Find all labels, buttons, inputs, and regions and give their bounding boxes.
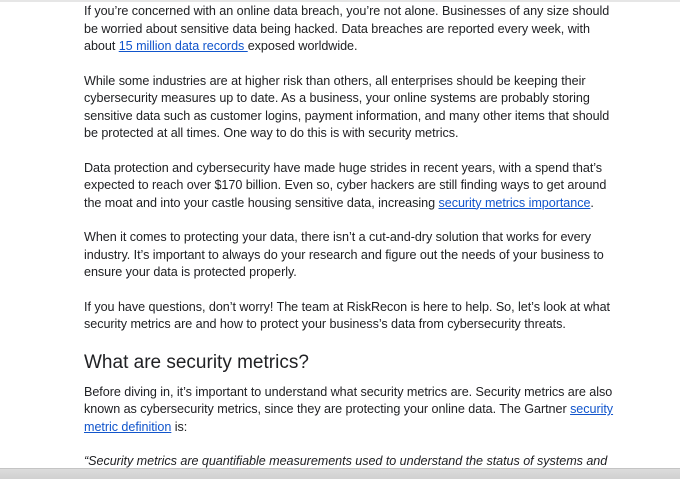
paragraph-text: Data protection and cybersecurity have made huge strides in recent years, with a spend that’s expected to reach over $170 billion. Even so, cyber hackers are still finding ways to get around the moat and into your castle housing sensitive data, increasing — [84, 160, 607, 210]
paragraph-data-protection — [84, 160, 614, 213]
paragraph-text: is: — [171, 419, 188, 434]
paragraph-industries: While some industries are at higher risk than others, all enterprises should be keeping their cybersecurity measures up to date. As a business, your online systems are probably storing sensitive data such as customer logins, payment information, and many other items that should be protected at all times. One way to do this is with security metrics. — [84, 73, 610, 140]
paragraph-protecting-data: When it comes to protecting your data, there isn’t a cut-and-dry solution that works for every industry. It’s important to always do your research and figure out the needs of your business to ensure your data is protected properly. — [84, 230, 604, 279]
paragraph-text: . — [590, 195, 594, 210]
paragraph-questions: If you have questions, don’t worry! The team at RiskRecon is here to help. So, let’s look at what security metrics are and how to protect your business’s data from cybersecurity threats. — [84, 299, 611, 331]
horizontal-scrollbar[interactable] — [0, 468, 680, 479]
paragraph-text: If you’re concerned with an online data breach, you’re not alone. Businesses of any size should be worried about sensitive data being hacked. Data breaches are reported every week, with about — [84, 4, 610, 53]
paragraph-before-diving — [84, 384, 614, 437]
security-metric-definition-link[interactable]: security metric definition — [84, 402, 614, 434]
security-metrics-importance-link[interactable]: security metrics importance — [438, 195, 591, 210]
paragraph-text: exposed worldwide. — [247, 39, 358, 53]
gartner-quote: “Security metrics are quantifiable measurements used to understand the status of systems and — [84, 454, 608, 468]
paragraph-text: Before diving in, it’s important to understand what security metrics are. Security metrics are also known as cybersecurity metrics, since they are protecting your online data. The Gartner — [84, 384, 613, 416]
top-divider — [0, 0, 680, 2]
section-heading: What are security metrics? — [84, 351, 309, 373]
article-body — [84, 3, 614, 479]
data-records-link[interactable]: 15 million data records — [118, 39, 248, 53]
paragraph-data-breach — [84, 3, 614, 56]
